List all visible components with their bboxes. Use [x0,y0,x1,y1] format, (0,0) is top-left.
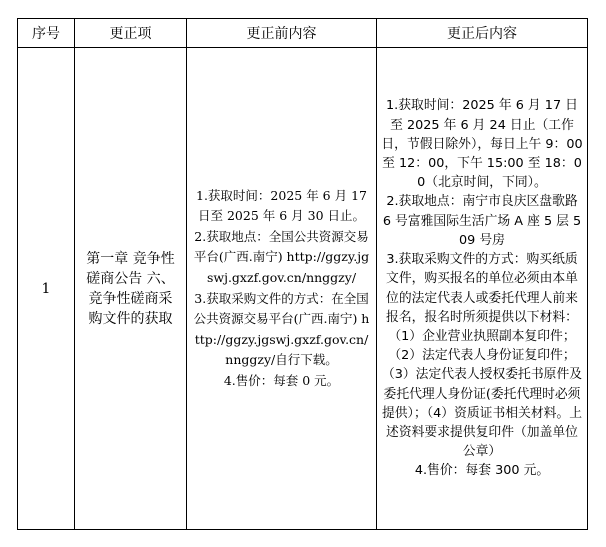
after-get-time: 1.获取时间：2025 年 6 月 17 日至 2025 年 6 月 24 日止（工作日，节假日除外），每日上午 9：00 至 12：00，下午 15:00 至 18：00（北京时间，下同）。 [381,98,583,191]
before-price: 4.售价：每套 0 元。 [223,372,340,388]
header-seq: 序号 [32,26,60,42]
after-price: 4.售价：每套 300 元。 [414,463,550,479]
correction-table [17,18,588,530]
after-get-method: 3.获取采购文件的方式：购买纸质文件，购买报名的单位必须由本单位的法定代表人或委托代理人前来报名，报名时所须提供以下材料：（1）企业营业执照副本复印件；（2）法定代表人身份证复印件；（3）法定代表人授权委托书原件及委托代理人身份证(委托代理时必须提供）；（4）资质证书相关材料。上述资料要求提供复印件（加盖单位公章） [381,252,583,460]
row-seq: 1 [41,280,51,297]
row-item [75,48,186,529]
after-content [377,48,587,529]
before-content [187,48,376,529]
header-before: 更正前内容 [246,26,317,42]
before-get-time: 1.获取时间：2025 年 6 月 17 日至 2025 年 6 月 30 日止。 [196,187,367,224]
before-get-method: 3.获取采购文件的方式：在全国公共资源交易平台(广西.南宁) http://ggzy.jgswj.gxzf.gov.cn/nnggzy/自行下载。 [193,290,370,368]
header-item: 更正项 [109,26,152,42]
header-after: 更正后内容 [447,26,517,42]
after-get-location: 2.获取地点：南宁市良庆区盘歌路 6 号富雅国际生活广场 A 座 5 层 509 号房 [382,194,582,248]
item-text: 第一章 竞争性磋商公告 六、竞争性磋商采购文件的获取 [86,250,175,327]
before-get-location: 2.获取地点：全国公共资源交易平台(广西.南宁) http://ggzy.jgswj.gxzf.gov.cn/nnggzy/ [193,228,370,285]
